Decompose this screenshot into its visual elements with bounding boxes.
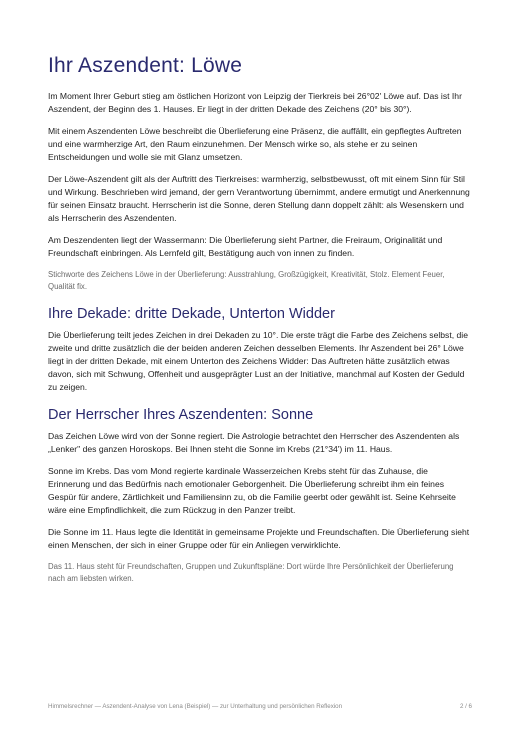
decan-paragraph: Die Überlieferung teilt jedes Zeichen in drei Dekaden zu 10°. Die erste trägt die Farbe des Zeichens selbst, die zweite und dritte zusätzlich die der beiden anderen Zeichen desselben Elements. Ihr Aszendent bei 26° Löwe liegt in der dritten Dekade, mit einem Unterton des Zeichens Widder: Das Auftreten hätte zusätzlich etwas davon, sich mit Schwung, Offenheit und ausgeprägter Lust an der Initiative, manchmal auf Kosten der Geduld zu zeigen.	[48, 330, 468, 392]
ruler-note: Das 11. Haus steht für Freundschaften, Gruppen und Zukunftspläne: Dort würde Ihre Persönlichkeit der Überlieferung nach am liebsten wirken.	[48, 562, 454, 583]
keywords-note: Stichworte des Zeichens Löwe in der Überlieferung: Ausstrahlung, Großzügigkeit, Kreativität, Stolz. Element Feuer, Qualität fix.	[48, 270, 445, 291]
footer-text: Himmelsrechner — Aszendent-Analyse von Lena (Beispiel) — zur Unterhaltung und persönlichen Reflexion	[48, 703, 343, 710]
page-number: 2 / 6	[459, 703, 472, 710]
page-title: Ihr Aszendent: Löwe	[48, 54, 243, 77]
ruler-paragraph-2: Sonne im Krebs. Das vom Mond regierte kardinale Wasserzeichen Krebs steht für das Zuhause, die Erinnerung und das Bedürfnis nach emotionaler Geborgenheit. Die Überlieferung schreibt ihm ein feines Gespür für andere, Zärtlichkeit und Familiensinn zu, ob die Familie geerbt oder gewählt ist. Seine Kehrseite wäre eine Empfindlichkeit, die zum Rückzug in den Panzer treibt.	[48, 466, 456, 515]
ruler-paragraph-3: Die Sonne im 11. Haus legte die Identität in gemeinsame Projekte und Freundschaften. Die Überlieferung sieht einen Menschen, der sich in einer Gruppe oder für ein Anliegen verwirklichte.	[48, 527, 470, 550]
ruler-paragraph-1: Das Zeichen Löwe wird von der Sonne regiert. Die Astrologie betrachtet den Herrscher des Aszendenten als „Lenker" des ganzen Horoskops. Bei Ihnen steht die Sonne im Krebs (21°34') im 11. Haus.	[48, 431, 460, 454]
intro-paragraph-3: Der Löwe-Aszendent gilt als der Auftritt des Tierkreises: warmherzig, selbstbewusst, oft mit einem Sinn für Stil und Wirkung. Beschrieben wird jemand, der gern Verantwortung übernimmt, andere ermutigt und Anerkennung für seinen Einsatz braucht. Herrscherin ist die Sonne, deren Stellung dann doppelt zählt: als Wesenskern und als Herrscherin des Aszendenten.	[48, 174, 470, 223]
intro-paragraph-1: Im Moment Ihrer Geburt stieg am östlichen Horizont von Leipzig der Tierkreis bei 26°02' Löwe auf. Das ist Ihr Aszendent, der Beginn des 1. Hauses. Er liegt in der dritten Dekade des Zeichens (20° bis 30°).	[48, 91, 462, 114]
decan-heading: Ihre Dekade: dritte Dekade, Unterton Widder	[48, 306, 335, 322]
intro-paragraph-2: Mit einem Aszendenten Löwe beschreibt die Überlieferung eine Präsenz, die auffällt, ein gepflegtes Auftreten und eine warmherzige Art, den Raum einzunehmen. Der Mensch wirke so, als stehe er zu seinen Entscheidungen und wolle sie mit Glanz umsetzen.	[48, 126, 462, 162]
ruler-heading: Der Herrscher Ihres Aszendenten: Sonne	[48, 407, 314, 423]
intro-paragraph-4: Am Deszendenten liegt der Wassermann: Die Überlieferung sieht Partner, die Freiraum, Originalität und Freundschaft einbringen. Als Lernfeld gilt, Bestätigung auch von innen zu finden.	[48, 235, 443, 258]
page-footer	[48, 702, 472, 711]
